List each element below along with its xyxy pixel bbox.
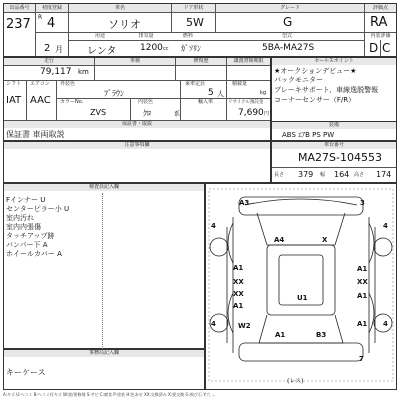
inspection-label: 車検 <box>95 58 175 65</box>
load-label: 積載量 <box>232 81 248 87</box>
shift-value: IAT <box>6 95 22 106</box>
notes-title: 注意事項欄 <box>4 142 270 149</box>
score-label: 評価点 <box>365 4 396 12</box>
model-label: 型式 <box>212 33 362 40</box>
height-label: 高さ <box>354 172 365 178</box>
year-label: 初度登録 <box>36 4 68 12</box>
chassis-title: 車台番号 <box>272 142 396 149</box>
lot-label: 出品番号 <box>4 4 35 12</box>
car-name-value: ソリオ <box>108 18 141 31</box>
interior-value: D <box>369 41 379 55</box>
damage-label: 4 <box>211 320 216 328</box>
usage-label: 用途 <box>80 33 120 40</box>
sales-point-line: バックモニター <box>274 76 323 84</box>
width-label: 幅 <box>320 172 326 178</box>
door-label: ドア形状 <box>172 4 215 12</box>
sales-point-line: コーナーセンサー（F/R） <box>274 96 356 104</box>
equipment-title: 装備 <box>272 122 396 129</box>
inspector-line: タッチアップ跡 <box>6 232 55 240</box>
import-value: 系 <box>174 111 181 118</box>
damage-label: 4 <box>383 320 388 328</box>
door-value: 5W <box>186 16 204 29</box>
shift-label: シフト <box>6 81 22 87</box>
capacity-unit: 人 <box>217 90 224 98</box>
load-unit: kg <box>260 90 267 96</box>
mileage-label: 走行 <box>4 58 94 65</box>
damage-label: X <box>322 236 328 244</box>
recycle-label: リサイクル預託金 <box>228 100 264 105</box>
car-name-label: 車名 <box>69 4 171 12</box>
recycle-value: 7,690 <box>238 108 264 118</box>
damage-label: W2 <box>238 322 251 330</box>
score-value: RA <box>370 15 388 30</box>
damage-label: 4 <box>211 222 216 230</box>
ac-label: エアコン <box>30 81 50 87</box>
damage-label: A1 <box>357 292 368 300</box>
damage-label: A4 <box>274 236 285 244</box>
import-label: 輸入車 <box>198 99 214 105</box>
era-mark: R <box>38 14 43 21</box>
damage-label: A1 <box>357 265 368 273</box>
recycle-unit: 円 <box>264 111 270 117</box>
damage-label: A1 <box>357 320 368 328</box>
damage-label: 3 <box>360 199 365 207</box>
chassis-value: MA27S-104553 <box>298 151 382 164</box>
legend-footnote: A:キズ U:ヘコミ B:ヘコミ付キズ W:波/要修理 S:サビ C:腐食 P:塗装 H:色あせ XX:交換済み X:要交換 G:飛び石 Y:穴 ... <box>3 392 216 397</box>
damage-label: A1 <box>233 264 244 272</box>
inspector-line: 室内内張傷 <box>6 223 41 231</box>
damage-label: XX <box>233 278 244 286</box>
inspector-title: 検査員記入欄 <box>4 184 204 191</box>
usage-value: レンタ <box>87 46 117 57</box>
inspector-line: Fインナー U <box>6 196 46 204</box>
color-value: ﾌﾞﾗｳﾝ <box>104 89 124 98</box>
length-value: 379 <box>298 170 314 179</box>
damage-label: B3 <box>316 331 327 339</box>
damage-label: A1 <box>233 302 244 310</box>
car-diagram-icon <box>205 183 397 390</box>
exterior-value: C <box>382 41 391 55</box>
height-value: 174 <box>376 170 392 179</box>
sales-point-line: ブレーキサポート、車線逸脱警報 <box>274 86 379 94</box>
cc-label: 排気量 <box>128 33 164 40</box>
model-value: 5BA-MA27S <box>262 43 315 53</box>
damage-label: XX <box>357 278 368 286</box>
damage-label: 4 <box>383 222 388 230</box>
ownership-label: 譲渡書類期限 <box>227 58 270 65</box>
fuel-value: ｶﾞｿﾘﾝ <box>181 44 201 53</box>
damage-label: 7 <box>359 355 364 363</box>
color-label: 外装色 <box>60 81 76 87</box>
cc-unit: cc <box>163 46 169 52</box>
sales-point-line: ★オークションデビュー★ <box>274 67 357 75</box>
damage-label: U1 <box>297 294 308 302</box>
equipment-value: ABS ｴｱB PS PW <box>282 131 335 139</box>
length-label: 長さ <box>274 172 285 178</box>
year-value: 4 <box>47 16 56 31</box>
interior-label: 内装評価 <box>365 33 396 40</box>
ac-value: AAC <box>30 95 51 106</box>
cc-value: 1200 <box>140 43 163 53</box>
rear-label: (レス) <box>287 378 304 385</box>
inspector-line: バンパー下 A <box>6 241 48 249</box>
grade-label: グレード <box>216 4 364 12</box>
month-unit: 月 <box>55 45 63 54</box>
sales-point-title: セールスポイント <box>272 58 396 65</box>
mileage-value: 79,117 <box>40 67 72 77</box>
office-value: キーケース <box>6 368 46 377</box>
capacity-label: 乗車定員 <box>185 81 206 87</box>
docs-value: 保証書 車両取説 <box>6 130 65 139</box>
damage-label: XX <box>233 290 244 298</box>
colorno-value: ZVS <box>90 108 107 117</box>
grade-value: G <box>283 15 293 29</box>
damage-label: A1 <box>275 331 286 339</box>
capacity-value: 5 <box>208 88 214 98</box>
repair-label: 修復歴 <box>176 58 226 65</box>
inspector-line: センターピラー小 U <box>6 205 70 213</box>
mileage-unit: km <box>78 68 89 76</box>
width-value: 164 <box>334 170 350 179</box>
lot-number: 237 <box>6 17 31 32</box>
intcolor-value: ｸﾛ <box>143 109 151 118</box>
inspector-line: 室内汚れ <box>6 214 34 222</box>
office-title: 事務局記入欄 <box>4 350 204 357</box>
docs-label: 保証書・取説 <box>4 121 270 128</box>
damage-label: A3 <box>239 199 250 207</box>
month-value: 2 <box>44 43 51 54</box>
intcolor-label: 内装色 <box>138 99 154 105</box>
inspector-line: ホイールカバー A <box>6 250 62 258</box>
fuel-label: 燃料 <box>170 33 206 40</box>
colorno-label: カラーNo. <box>60 99 84 105</box>
